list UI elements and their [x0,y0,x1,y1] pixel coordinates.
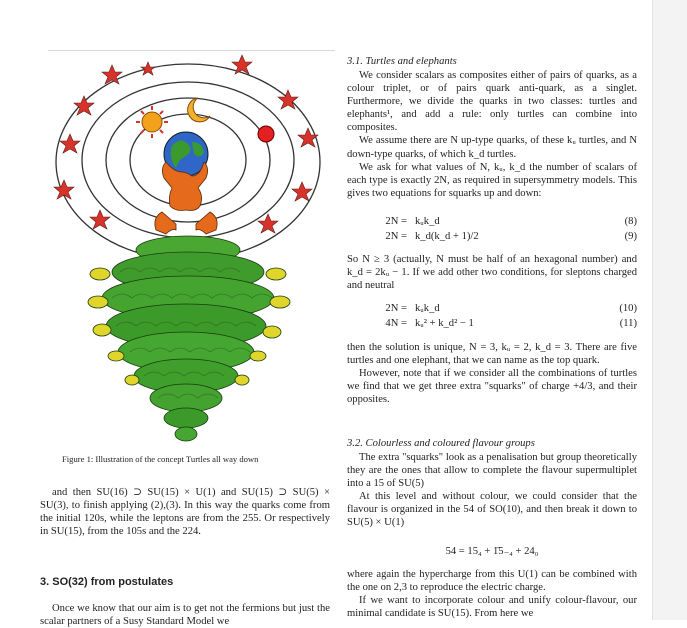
turtle-stack [88,236,290,441]
subsection-3-2-heading: 3.2. Colourless and coloured flavour groups [347,438,535,449]
para-turtles-elephants: We consider scalars as composites either of pairs of quarks, as a colour triplet, or of pairs quark anti-quark, as a singlet. Furthermore, we divide the quarks in two classes: turtles and elephants¹, and add a rule: only turtles can combine into composites. [347,70,637,134]
equation-8: 2N = kᵤk_d (8) [385,216,637,227]
star [232,55,252,74]
right-block-2 [347,253,637,292]
figure-caption: Figure 1: Illustration of the concept Turtles all way down [62,454,259,464]
para-combinations: However, note that if we consider all the combinations of turtles we find that we get three extra "squarks" of charge +4/3, and their opposites. [347,368,637,406]
left-para-2: Once we know that our aim is to get not the fermions but just the scalar partners of a Susy Standard Model we [40,603,330,628]
equation-10: 2N = kᵤk_d (10) [385,303,637,314]
right-block-3 [347,341,637,406]
para-hexagonal: So N ≥ 3 (actually, N must be half of an hexagonal number) and k_d = 2kᵤ − 1. If we add other two conditions, for sleptons charged and neutral [347,254,637,292]
section-heading: 3. SO(32) from postulates [40,576,174,588]
equation-54: 54 = 15₄ + 1̄5₋₄ + 24₀ [445,546,539,557]
star [60,134,80,153]
viewer-margin [652,0,687,620]
right-block-4 [347,451,637,530]
equation-9: 2N = k_d(k_d + 1)/2 (9) [385,231,637,242]
para-colour-flavour: If we want to incorporate colour and unify colour-flavour, our minimal candidate is SU(15). From here we [347,595,637,620]
star [292,182,312,201]
para-hypercharge: where again the hypercharge from this U(1) can be combined with the one on 2,3 to reproduce the electric charge. [347,569,637,594]
para-question: We ask for what values of N, kᵤ, k_d the number of scalars of each type is exactly 2N, as required in supersymmetry models. This gives two equations for squarks up and down: [347,161,637,199]
right-block-1 [347,69,637,200]
left-para-1: and then SU(16) ⊃ SU(15) × U(1) and SU(15) ⊃ SU(5) × SU(3), to finish applying (2),(3). In this way the quarks come from the initial 120s, while the leptons are from the 255. Or respectively in SU(15), from the 105s and the 224. [40,487,330,538]
star [74,96,94,115]
turtles-illustration [40,50,340,445]
para-assumption: We assume there are N up-type quarks, of these kᵤ turtles, and N down-type quarks, of which k_d turtles. [347,135,637,160]
red-planet [258,126,274,142]
subsection-3-1-heading: 3.1. Turtles and elephants [347,56,457,67]
star [90,210,110,229]
star [141,62,155,75]
star [298,128,318,147]
left-paragraph-1 [40,486,330,538]
moon-icon [188,98,210,122]
atlas-figure [155,162,217,234]
para-solution: then the solution is unique, N = 3, kᵤ = 2, k_d = 3. There are five turtles and one elephant, that we can name as the top quark. [347,342,637,367]
left-paragraph-2 [40,602,330,628]
para-extra-squarks: The extra "squarks" look as a penalisation but group theoretically they are the ones that allow to complete the flavour supermultiplet into a 15 of SU(5) [347,452,637,490]
right-block-5 [347,568,637,620]
para-flavour-organized: At this level and without colour, we could consider that the flavour is organized in the 54 of SO(10), and then break it down to SU(5) × U(1) [347,491,637,529]
equation-11: 4N = kᵤ² + k_d² − 1 (11) [385,318,637,329]
